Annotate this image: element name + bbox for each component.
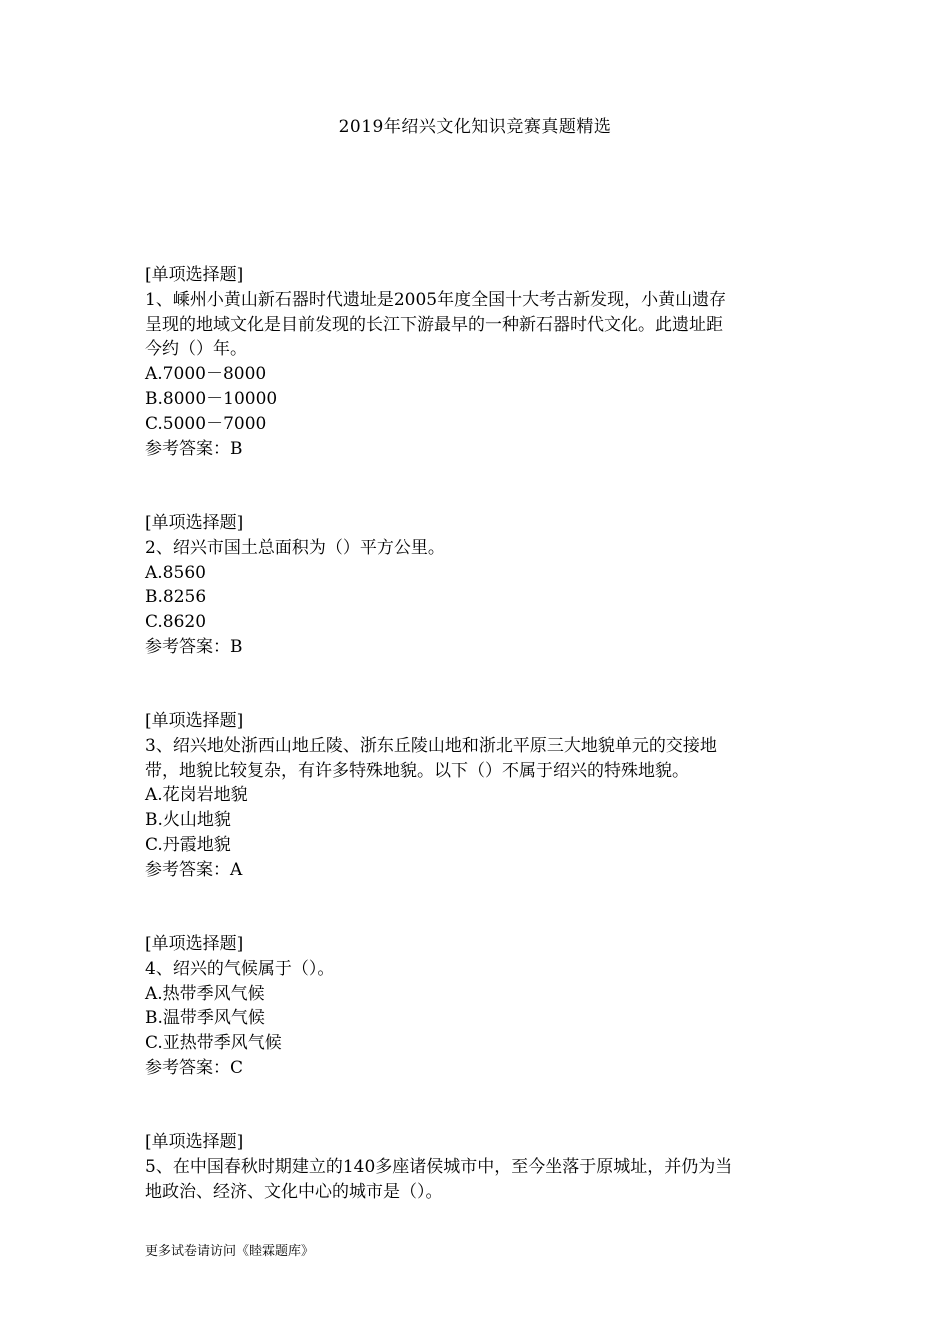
question-2 — [145, 511, 815, 660]
option-c: C.丹霞地貌 — [145, 834, 231, 855]
question-4 — [145, 932, 815, 1081]
question-text-line: 5、在中国春秋时期建立的140多座诸侯城市中，至今坐落于原城址，并仍为当 — [145, 1156, 733, 1177]
option-a: A.7000－8000 — [145, 364, 267, 385]
question-text-line: 3、绍兴地处浙西山地丘陵、浙东丘陵山地和浙北平原三大地貌单元的交接地 — [145, 735, 717, 756]
option-c: C.8620 — [145, 612, 207, 633]
question-text-line: 2、绍兴市国土总面积为（）平方公里。 — [145, 537, 445, 558]
question-type: [单项选择题] — [145, 711, 244, 731]
question-text-line: 今约（）年。 — [145, 339, 247, 360]
option-b: B.8256 — [145, 587, 207, 608]
question-text-line: 1、嵊州小黄山新石器时代遗址是2005年度全国十大考古新发现，小黄山遗存 — [145, 289, 727, 310]
question-type: [单项选择题] — [145, 265, 244, 285]
option-a: A.热带季风气候 — [145, 983, 265, 1004]
option-a: A.花岗岩地貌 — [145, 785, 248, 806]
option-a: A.8560 — [145, 562, 206, 583]
page-title: 2019年绍兴文化知识竞赛真题精选 — [338, 117, 612, 137]
question-text-line: 4、绍兴的气候属于（）。 — [145, 958, 335, 979]
question-1 — [145, 263, 815, 461]
option-b: B.8000－10000 — [145, 388, 278, 409]
question-text-line: 带，地貌比较复杂，有许多特殊地貌。以下（）不属于绍兴的特殊地貌。 — [145, 760, 689, 781]
question-text-line: 呈现的地域文化是目前发现的长江下游最早的一种新石器时代文化。此遗址距 — [145, 314, 723, 335]
reference-answer: 参考答案：B — [145, 438, 243, 459]
question-type: [单项选择题] — [145, 934, 244, 954]
reference-answer: 参考答案：A — [145, 859, 243, 880]
footer-note: 更多试卷请访问《睦霖题库》 — [145, 1244, 315, 1259]
option-b: B.火山地貌 — [145, 810, 231, 831]
option-b: B.温带季风气候 — [145, 1008, 265, 1029]
option-c: C.5000－7000 — [145, 413, 267, 434]
question-type: [单项选择题] — [145, 513, 244, 533]
question-3 — [145, 709, 815, 883]
option-c: C.亚热带季风气候 — [145, 1033, 282, 1054]
reference-answer: 参考答案：C — [145, 1057, 244, 1078]
question-5 — [145, 1130, 815, 1204]
question-type: [单项选择题] — [145, 1132, 244, 1152]
question-text-line: 地政治、经济、文化中心的城市是（）。 — [145, 1181, 443, 1202]
reference-answer: 参考答案：B — [145, 636, 243, 657]
